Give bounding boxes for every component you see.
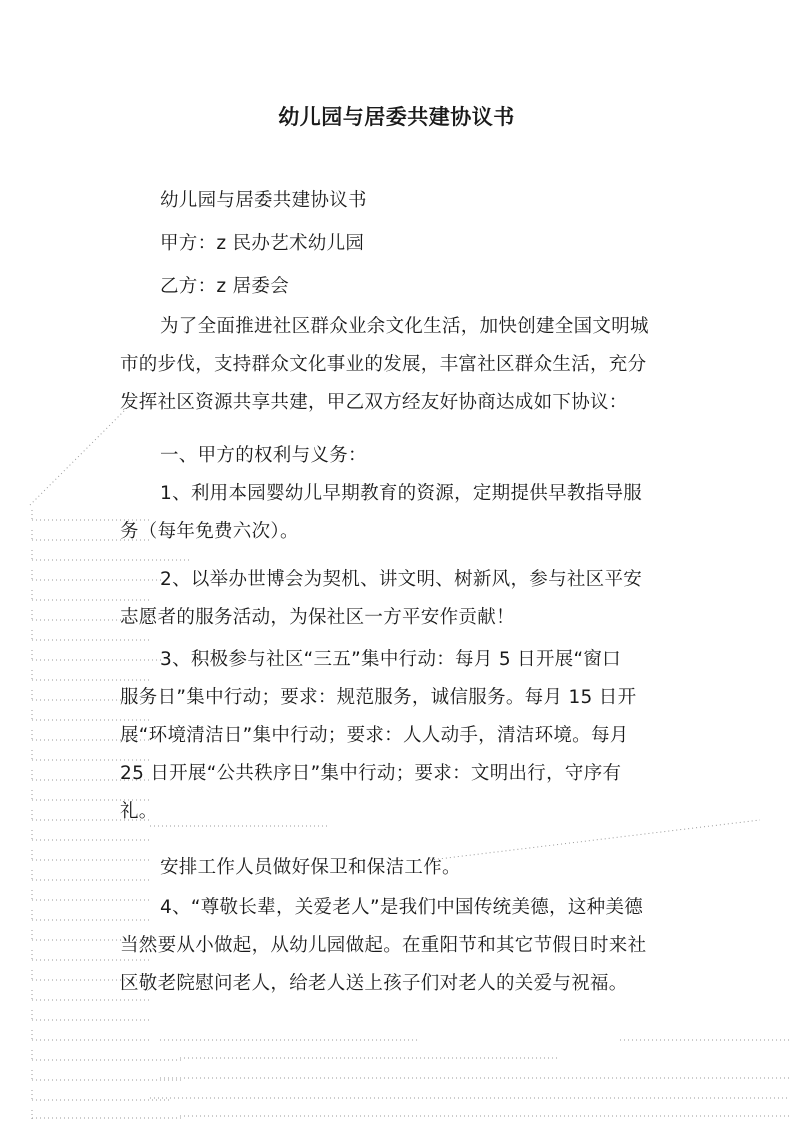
preamble-line: 为了全面推进社区群众业余文化生活，加快创建全国文明城 <box>160 316 649 337</box>
item-2-line: 志愿者的服务活动，为保社区一方平安作贡献！ <box>120 607 515 628</box>
party-b: 乙方：z 居委会 <box>160 276 289 297</box>
item-1-line: 务（每年免费六次）。 <box>120 521 299 542</box>
preamble-paragraph <box>120 308 675 422</box>
item-2-paragraph <box>120 561 675 637</box>
item-4-paragraph <box>120 889 675 1003</box>
staff-note: 安排工作人员做好保卫和保洁工作。 <box>160 857 461 878</box>
preamble-line: 市的步伐，支持群众文化事业的发展，丰富社区群众生活，充分 <box>120 354 647 375</box>
item-3-paragraph <box>120 641 675 831</box>
item-4-line: 当然要从小做起，从幼儿园做起。在重阳节和其它节假日时来社 <box>120 935 647 956</box>
item-1-line: 1、利用本园婴幼儿早期教育的资源，定期提供早教指导服 <box>160 483 643 504</box>
item-3-line: 服务日”集中行动；要求：规范服务，诚信服务。每月 15 日开 <box>120 687 637 708</box>
intro-title: 幼儿园与居委共建协议书 <box>160 190 367 211</box>
item-3-line: 展“环境清洁日”集中行动；要求：人人动手，清洁环境。每月 <box>120 725 629 746</box>
item-3-line: 25 日开展“公共秩序日”集中行动；要求：文明出行，守序有 <box>120 763 622 784</box>
item-3-line: 礼。 <box>120 801 158 822</box>
party-a: 甲方：z 民办艺术幼儿园 <box>160 233 365 254</box>
item-4-line: 区敬老院慰问老人，给老人送上孩子们对老人的关爱与祝福。 <box>120 973 628 994</box>
item-2-line: 2、以举办世博会为契机、讲文明、树新风，参与社区平安 <box>160 569 643 590</box>
item-3-line: 3、积极参与社区“三五”集中行动：每月 5 日开展“窗口 <box>160 649 621 670</box>
preamble-line: 发挥社区资源共享共建，甲乙双方经友好协商达成如下协议： <box>120 392 628 413</box>
item-1-paragraph <box>120 475 675 551</box>
item-4-line: 4、“尊敬长辈，关爱老人”是我们中国传统美德，这种美德 <box>160 897 644 918</box>
section-1-heading: 一、甲方的权利与义务： <box>160 445 367 466</box>
document-title: 幼儿园与居委共建协议书 <box>278 105 515 129</box>
dotted-diagonal <box>30 405 130 505</box>
